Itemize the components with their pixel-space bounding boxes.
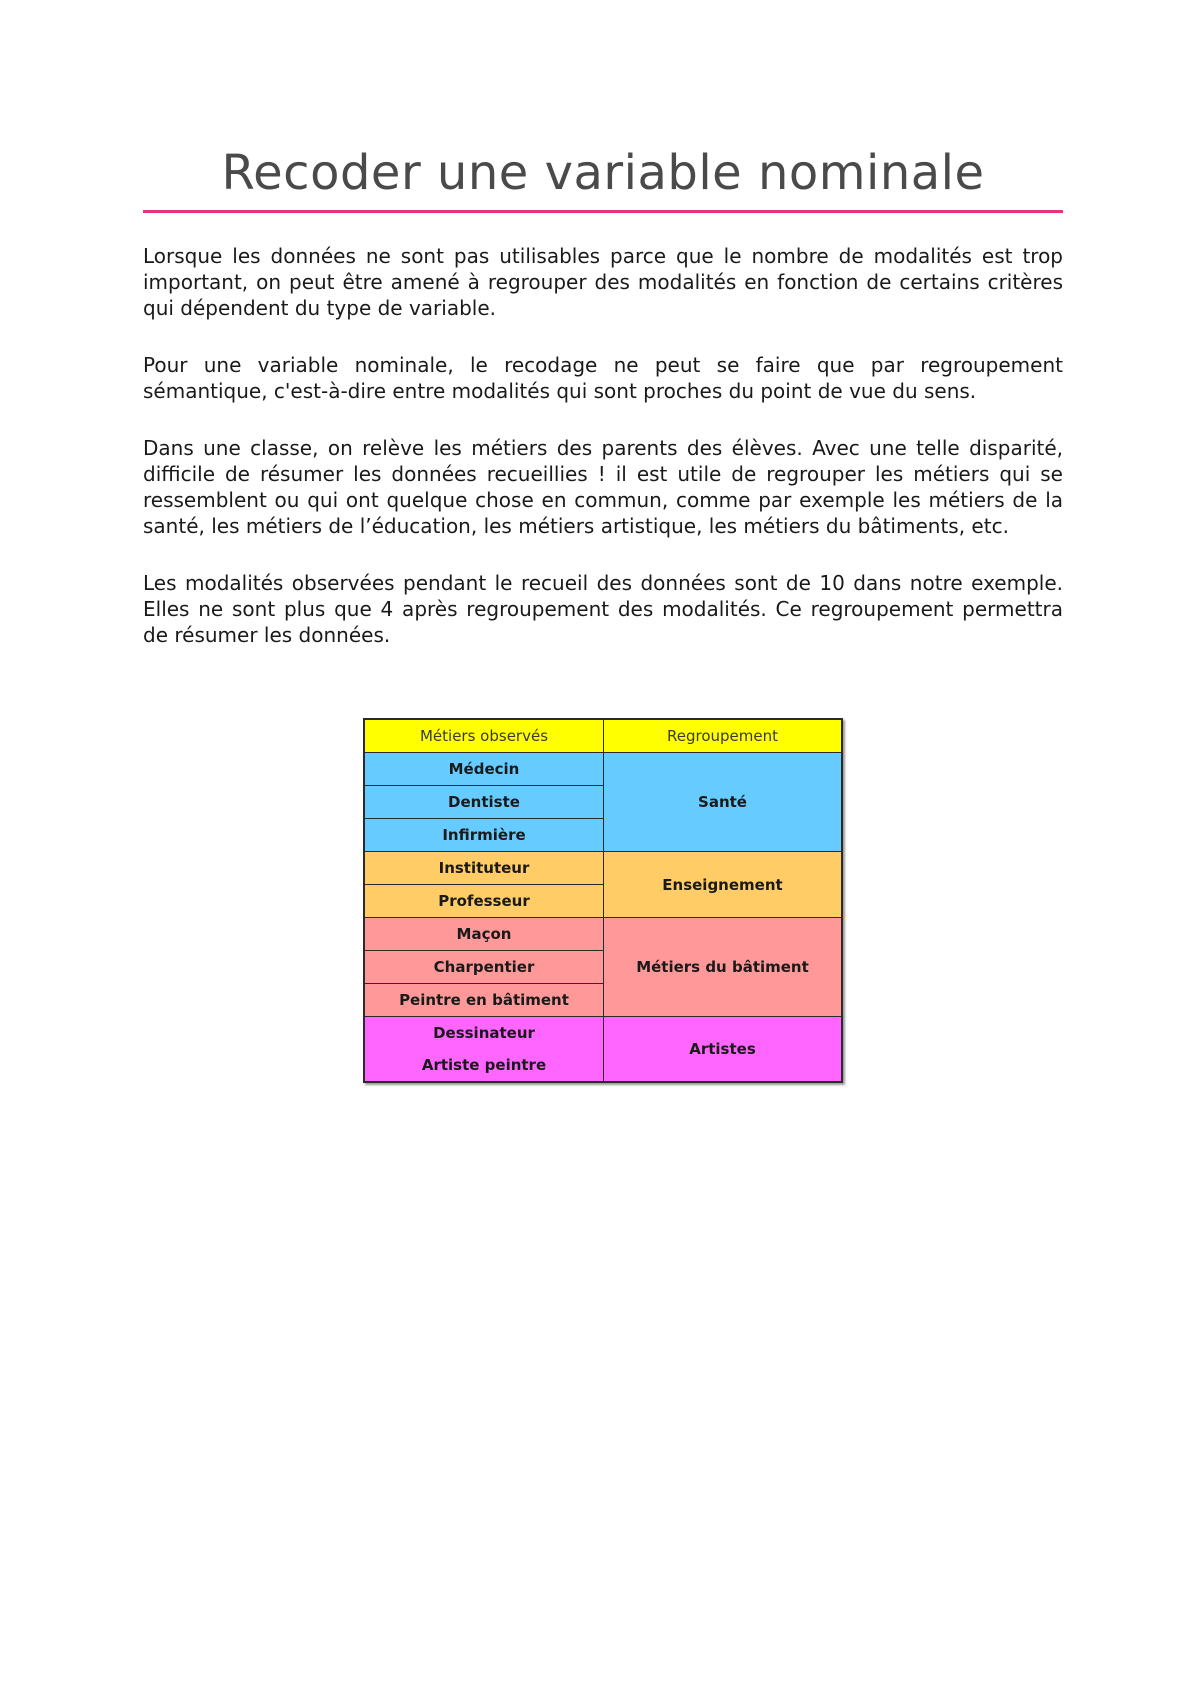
table-row: [364, 1017, 842, 1050]
observed-job-cell: Instituteur: [364, 852, 604, 885]
group-cell-sante: Santé: [604, 753, 843, 852]
observed-job-cell: Infirmière: [364, 819, 604, 852]
observed-job-cell: Médecin: [364, 753, 604, 786]
paragraph-intro: Lorsque les données ne sont pas utilisables parce que le nombre de modalités est trop important, on peut être amené à regrouper des modalités en fonction de certains critères qui dépendent du type de variable.: [143, 244, 1063, 320]
observed-job-cell: Charpentier: [364, 951, 604, 984]
table-row: [364, 852, 842, 885]
title-underline: [143, 210, 1063, 213]
page-title: Recoder une variable nominale: [221, 145, 985, 201]
table-header-row: [364, 719, 842, 753]
paragraph-example: Dans une classe, on relève les métiers des parents des élèves. Avec une telle disparité, difficile de résumer les données recueillies ! il est utile de regrouper les métiers qui se ressemblent ou qui ont quelque chose en commun, comme par exemple les métiers de la santé, les métiers de l’éducation, les métiers artistique, les métiers du bâtiments, etc.: [143, 436, 1063, 538]
group-cell-enseignement: Enseignement: [604, 852, 843, 918]
header-observed-jobs: Métiers observés: [364, 719, 604, 753]
paragraph-nominal: Pour une variable nominale, le recodage ne peut se faire que par regroupement sémantique, c'est-à-dire entre modalités qui sont proches du point de vue du sens.: [143, 353, 1063, 403]
table-row: [364, 918, 842, 951]
grouping-table: [363, 718, 843, 1083]
observed-job-cell: Dentiste: [364, 786, 604, 819]
observed-job-cell: Artiste peintre: [364, 1049, 604, 1082]
observed-job-cell: Professeur: [364, 885, 604, 918]
group-cell-batiment: Métiers du bâtiment: [604, 918, 843, 1017]
observed-job-cell: Dessinateur: [364, 1017, 604, 1050]
document-page: [143, 0, 1063, 1074]
observed-job-cell: Peintre en bâtiment: [364, 984, 604, 1017]
header-grouping: Regroupement: [604, 719, 843, 753]
group-cell-artistes: Artistes: [604, 1017, 843, 1083]
paragraph-summary: Les modalités observées pendant le recueil des données sont de 10 dans notre exemple. Elles ne sont plus que 4 après regroupement des modalités. Ce regroupement permettra de résumer les données.: [143, 571, 1063, 647]
table-row: [364, 753, 842, 786]
grouping-table-wrapper: [363, 718, 843, 1083]
observed-job-cell: Maçon: [364, 918, 604, 951]
